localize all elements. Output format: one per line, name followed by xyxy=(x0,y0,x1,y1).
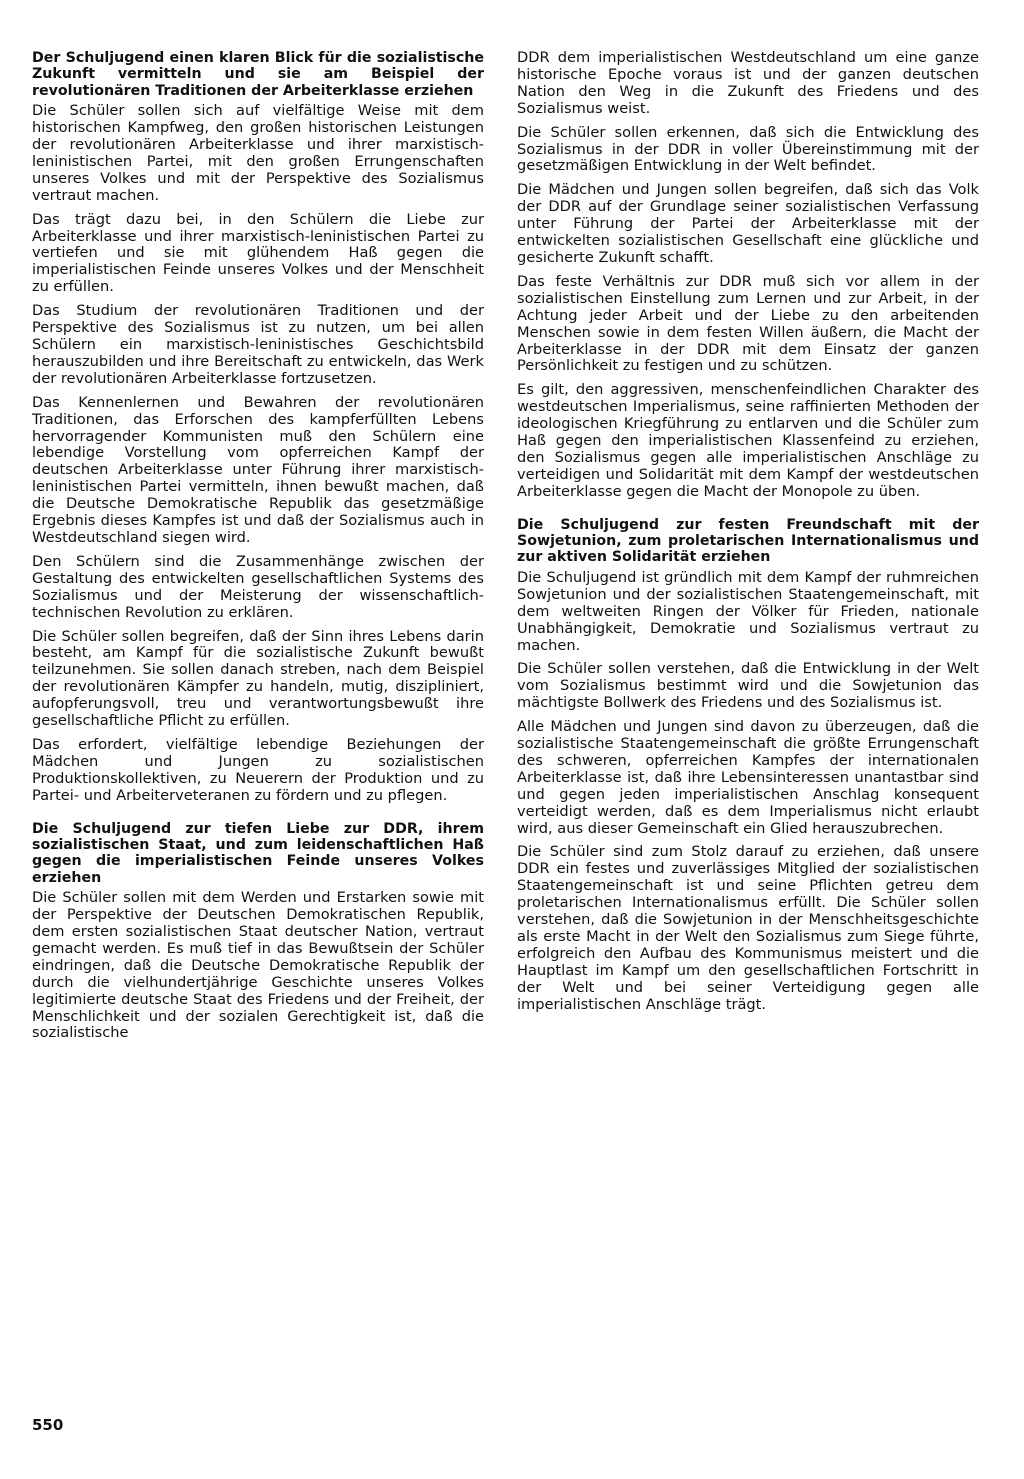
paragraph: DDR dem imperialistischen Westdeutschland um eine ganze historische Epoche voraus ist und der ganzen deutschen Nation den Weg in die Zukunft des Friedens und des Sozialismus weist. xyxy=(517,49,979,117)
paragraph: Das Studium der revolutionären Traditionen und der Perspektive des Sozialismus ist zu nutzen, um bei allen Schülern ein marxistisch-leninistisches Geschichtsbild herauszubilden und ihre Bereitschaft zu entwickeln, das Werk der revolutionären Arbeiterklasse fortzusetzen. xyxy=(32,302,484,387)
paragraph: Die Schüler sollen begreifen, daß der Sinn ihres Lebens darin besteht, am Kampf für die sozialistische Zukunft bewußt teilzunehmen. Sie sollen danach streben, nach dem Beispiel der revolutionären Kämpfer zu handeln, mutig, diszipliniert, aufopferungsvoll, treu und verantwortungsbewußt ihre gesellschaftliche Pflicht zu erfüllen. xyxy=(32,627,484,730)
paragraph: Die Schüler sollen verstehen, daß die Entwicklung in der Welt vom Sozialismus bestimmt wird und die Sowjetunion das mächtigste Bollwerk des Friedens und des Sozialismus ist. xyxy=(517,660,979,712)
paragraph: Das erfordert, vielfältige lebendige Beziehungen der Mädchen und Jungen zu sozialistischen Produktionskollektiven, zu Neuerern der Produktion und zu Partei- und Arbeiterveteranen zu fördern und zu pflegen. xyxy=(32,735,484,804)
paragraph: Das Kennenlernen und Bewahren der revolutionären Traditionen, das Erforschen des kampferfüllten Lebens hervorragender Kommunisten muß den Schülern eine lebendige Vorstellung vom opferreichen Kampf der deutschen Arbeiterklasse unter Führung ihrer marxistisch-leninistischen Partei vermitteln, ihnen bewußt machen, daß die Deutsche Demokratische Republik das gesetzmäßige Ergebnis dieses Kampfes ist und daß der Sozialismus auch in Westdeutschland siegen wird. xyxy=(32,393,484,546)
section-heading-liebe-zur-ddr: Die Schuljugend zur tiefen Liebe zur DDR, ihrem sozialistischen Staat, und zum leidenschaftlichen Haß gegen die imperialistischen Feinde unseres Volkes erziehen xyxy=(32,820,484,886)
section-heading-freundschaft-sowjetunion: Die Schuljugend zur festen Freundschaft mit der Sowjetunion, zum proletarischen Internationalismus und zur aktiven Solidarität erziehen xyxy=(517,516,979,566)
paragraph: Die Schüler sollen sich auf vielfältige Weise mit dem historischen Kampfweg, den großen historischen Leistungen der revolutionären Arbeiterklasse und ihrer marxistisch-leninistischen Partei, mit den großen Errungenschaften unseres Volkes und mit der Perspektive des Sozialismus vertraut machen. xyxy=(32,102,484,204)
paragraph: Die Mädchen und Jungen sollen begreifen, daß sich das Volk der DDR auf der Grundlage seiner sozialistischen Verfassung unter Führung der Partei der Arbeiterklasse mit der entwickelten sozialistischen Gesellschaft eine glückliche und gesicherte Zukunft schafft. xyxy=(517,181,979,266)
page-number: 550 xyxy=(32,1416,64,1434)
left-column xyxy=(32,50,484,1049)
paragraph: Den Schülern sind die Zusammenhänge zwischen der Gestaltung des entwickelten gesellschaftlichen Systems des Sozialismus und der Meisterung der wissenschaftlich-technischen Revolution zu erklären. xyxy=(32,552,484,621)
paragraph: Das trägt dazu bei, in den Schülern die Liebe zur Arbeiterklasse und ihrer marxistisch-leninistischen Partei zu vertiefen und sie mit glühendem Haß gegen die imperialistischen Feinde unseres Volkes und der Menschheit zu erfüllen. xyxy=(32,210,484,296)
paragraph: Die Schüler sollen mit dem Werden und Erstarken sowie mit der Perspektive der Deutschen Demokratischen Republik, dem ersten sozialistischen Staat deutscher Nation, vertraut gemacht werden. Es muß tief in das Bewußtsein der Schüler eindringen, daß die Deutsche Demokratische Republik der durch die vielhundertjährige Geschichte unseres Volkes legitimierte deutsche Staat des Friedens und der Freiheit, der Menschlichkeit und der sozialen Gerechtigkeit ist, daß die sozialistische xyxy=(32,889,484,1042)
paragraph: Die Schüler sollen erkennen, daß sich die Entwicklung des Sozialismus in der DDR in voller Übereinstimmung mit der gesetzmäßigen Entwicklung in der Welt befindet. xyxy=(517,123,979,175)
paragraph: Es gilt, den aggressiven, menschenfeindlichen Charakter des westdeutschen Imperialismus, seine raffinierten Methoden der ideologischen Kriegführung zu entlarven und die Schüler zum Haß gegen den imperialistischen Klassenfeind zu erziehen, den Sozialismus gegen alle imperialistischen Anschläge zu verteidigen und Solidarität mit dem Kampf der westdeutschen Arbeiterklasse gegen die Macht der Monopole zu üben. xyxy=(517,381,979,500)
section-heading-schuljugend-zukunft: Der Schuljugend einen klaren Blick für die sozialistische Zukunft vermitteln und sie am Beispiel der revolutionären Traditionen der Arbeiterklasse erziehen xyxy=(32,50,484,99)
paragraph: Das feste Verhältnis zur DDR muß sich vor allem in der sozialistischen Einstellung zum Lernen und zur Arbeit, in der Achtung jeder Arbeit und der Liebe zu den arbeitenden Menschen sowie in dem festen Willen äußern, die Macht der Arbeiterklasse in der DDR mit dem Einsatz der ganzen Persönlichkeit zu festigen und zu schützen. xyxy=(517,272,979,375)
right-column xyxy=(517,50,979,1021)
paragraph: Die Schüler sind zum Stolz darauf zu erziehen, daß unsere DDR ein festes und zuverlässiges Mitglied der sozialistischen Staatengemeinschaft ist und seine Pflichten getreu dem proletarischen Internationalismus erfüllt. Die Schüler sollen verstehen, daß die Sowjetunion in der Menschheitsgeschichte als erste Macht in der Welt den Sozialismus zum Siege führte, erfolgreich den Aufbau des Kommunismus meistert und die Hauptlast im Kampf um den gesellschaftlichen Fortschritt in der Welt und bei seiner Verteidigung gegen alle imperialistischen Anschläge trägt. xyxy=(517,843,979,1013)
paragraph: Alle Mädchen und Jungen sind davon zu überzeugen, daß die sozialistische Staatengemeinschaft die größte Errungenschaft des schweren, opferreichen Kampfes der internationalen Arbeiterklasse ist, daß ihre Lebensinteressen unantastbar sind und gegen jeden imperialistischen Anschlag konsequent verteidigt werden, daß es dem Imperialismus nicht erlaubt wird, aus dieser Gemeinschaft ein Glied herauszubrechen. xyxy=(517,718,979,837)
paragraph: Die Schuljugend ist gründlich mit dem Kampf der ruhmreichen Sowjetunion und der sozialistischen Staatengemeinschaft, mit dem weltweiten Ringen der Völker für Frieden, nationale Unabhängigkeit, Demokratie und Sozialismus vertraut zu machen. xyxy=(517,568,979,654)
